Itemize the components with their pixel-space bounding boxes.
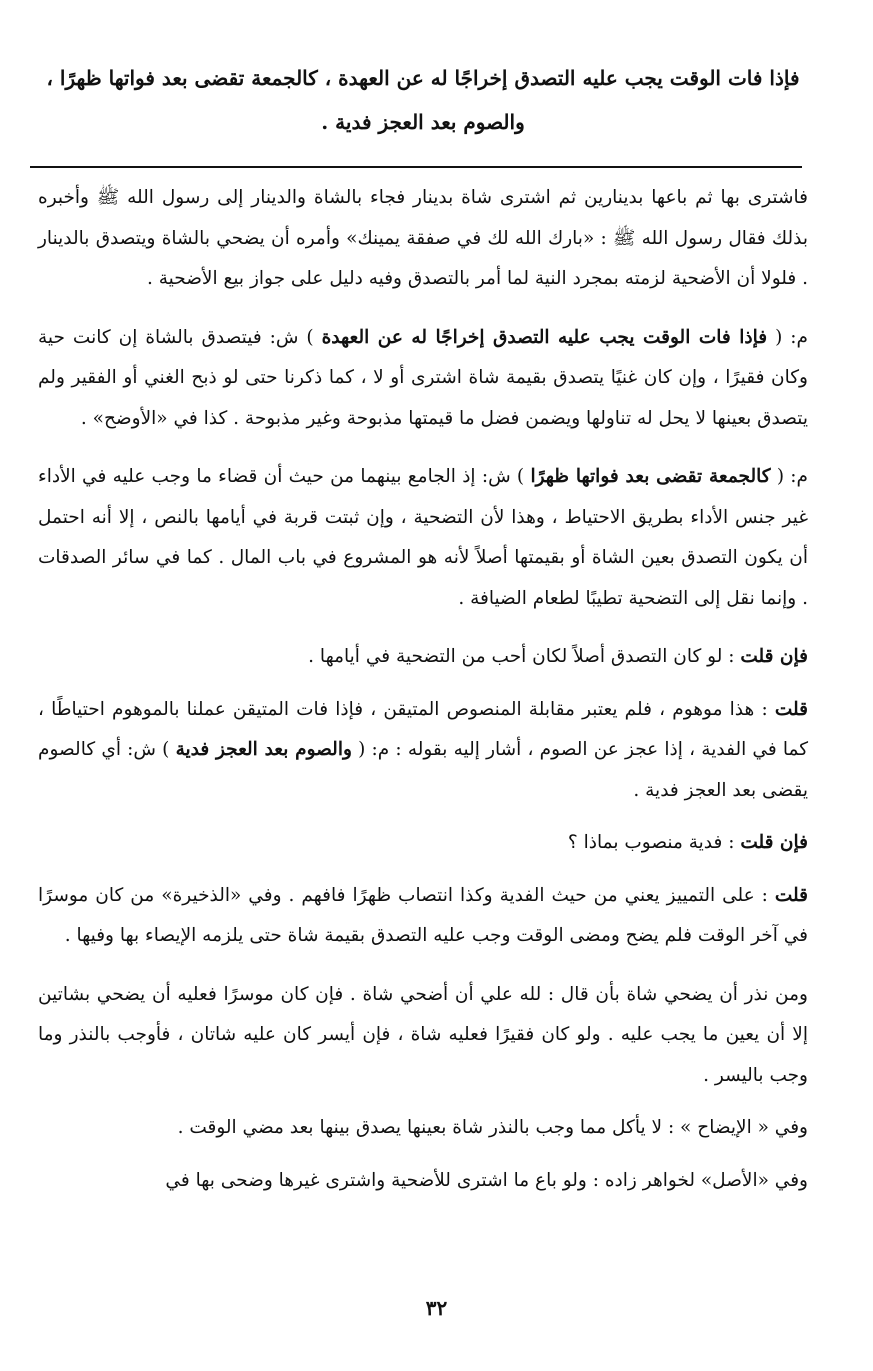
paragraph-10 bbox=[38, 1161, 808, 1202]
matn-line-2: والصوم بعد العجز فدية . bbox=[321, 110, 525, 134]
quoted-matn: والصوم بعد العجز فدية bbox=[175, 739, 352, 760]
paragraph-4 bbox=[38, 637, 808, 678]
paragraph-text: فاشترى بها ثم باعها بدينارين ثم اشترى شاة بدينار فجاء بالشاة والدينار إلى رسول الله ﷺ وأخبره بذلك فقال رسول الله ﷺ : «بارك الله لك في صفقة يمينك» وأمره أن يضحي بالشاة ويتصدق بالدينار . فلولا أن الأضحية لزمته بمجرد النية لما أمر بالتصدق وفيه دليل على جواز بيع الأضحية . bbox=[38, 187, 808, 289]
answer-label: قلت bbox=[774, 884, 808, 906]
paragraph-8 bbox=[38, 975, 808, 1097]
paragraph-text: : لو كان التصدق أصلاً لكان أحب من التضحية في أيامها . bbox=[308, 646, 741, 667]
matn-marker: م: ( bbox=[767, 326, 808, 348]
paragraph-7 bbox=[38, 876, 808, 957]
commentary bbox=[38, 178, 808, 1201]
paragraph-text: : هذا موهوم ، فلم يعتبر مقابلة المنصوص المتيقن ، فإذا فات المتيقن عملنا بالموهوم احتياطًا ، كما في الفدية ، إذا عجز عن الصوم ، أشار إليه بقوله : م: ( bbox=[38, 698, 809, 760]
paragraph-1 bbox=[38, 178, 808, 300]
question-label: فإن قلت bbox=[740, 646, 808, 667]
separator-rule bbox=[30, 166, 802, 168]
paragraph-text: ) ش: إذ الجامع بينهما من حيث أن قضاء ما وجب عليه في الأداء غير جنس الأداء بطريق الاحتياط ، وهذا لأن التضحية ، وإن ثبتت قربة في أيامها بالنص ، إلا أنه احتمل أن يكون التصدق بعين الشاة أو بقيمتها أصلاً لأنه هو المشروع في باب المال . كما في سائر الصدقات . وإنما نقل إلى التضحية تطيبًا لطعام الضيافة . bbox=[38, 466, 808, 609]
answer-label: قلت bbox=[774, 698, 808, 720]
paragraph-5 bbox=[38, 690, 808, 812]
matn-text bbox=[38, 56, 808, 144]
book-page bbox=[38, 56, 808, 1219]
paragraph-text: وفي « الإيضاح » : لا يأكل مما وجب بالنذر شاة بعينها يصدق بينها بعد مضي الوقت . bbox=[177, 1117, 808, 1138]
paragraph-text: ومن نذر أن يضحي شاة بأن قال : لله علي أن أضحي شاة . فإن كان موسرًا فعليه أن يضحي بشاتين إلا أن يعين ما يجب عليه . ولو كان فقيرًا فعليه شاة ، فإن أيسر كان عليه شاتان ، فأوجب بالنذر وما وجب باليسر . bbox=[38, 983, 808, 1086]
paragraph-2 bbox=[38, 318, 808, 440]
matn-line-1: فإذا فات الوقت يجب عليه التصدق إخراجًا له عن العهدة ، كالجمعة تقضى بعد فواتها ظهرًا ، bbox=[46, 66, 800, 90]
question-label: فإن قلت bbox=[740, 832, 808, 853]
paragraph-text: ) ش: فيتصدق بالشاة إن كانت حية وكان فقيرًا ، وإن كان غنيًا يتصدق بقيمة شاة اشترى أو لا ، كما ذكرنا حتى لو ذبح الغني أو الفقير ولم يتصدق بعينها لا يحل له تناولها ويضمن فضل ما قيمتها مذبوحة وغير مذبوحة . كذا في «الأوضح» . bbox=[38, 326, 808, 429]
paragraph-6 bbox=[38, 823, 808, 864]
matn-marker: م: ( bbox=[770, 466, 808, 487]
paragraph-text: ) ش: أي كالصوم يقضى بعد العجز فدية . bbox=[38, 739, 808, 801]
paragraph-3 bbox=[38, 457, 808, 619]
quoted-matn: كالجمعة تقضى بعد فواتها ظهرًا bbox=[530, 466, 771, 487]
paragraph-9 bbox=[38, 1108, 808, 1149]
paragraph-text: : على التمييز يعني من حيث الفدية وكذا انتصاب ظهرًا فافهم . وفي «الذخيرة» من كان موسرًا في آخر الوقت فلم يضح ومضى الوقت وجب عليه التصدق بقيمة شاة حتى يلزمه الإيصاء بها وفيها . bbox=[38, 884, 808, 946]
paragraph-text: : فدية منصوب بماذا ؟ bbox=[567, 832, 741, 853]
quoted-matn: فإذا فات الوقت يجب عليه التصدق إخراجًا له عن العهدة bbox=[321, 326, 768, 348]
paragraph-text: وفي «الأصل» لخواهر زاده : ولو باع ما اشترى للأضحية واشترى غيرها وضحى بها في bbox=[165, 1169, 808, 1191]
page-number: ٣٢ bbox=[425, 1296, 448, 1320]
